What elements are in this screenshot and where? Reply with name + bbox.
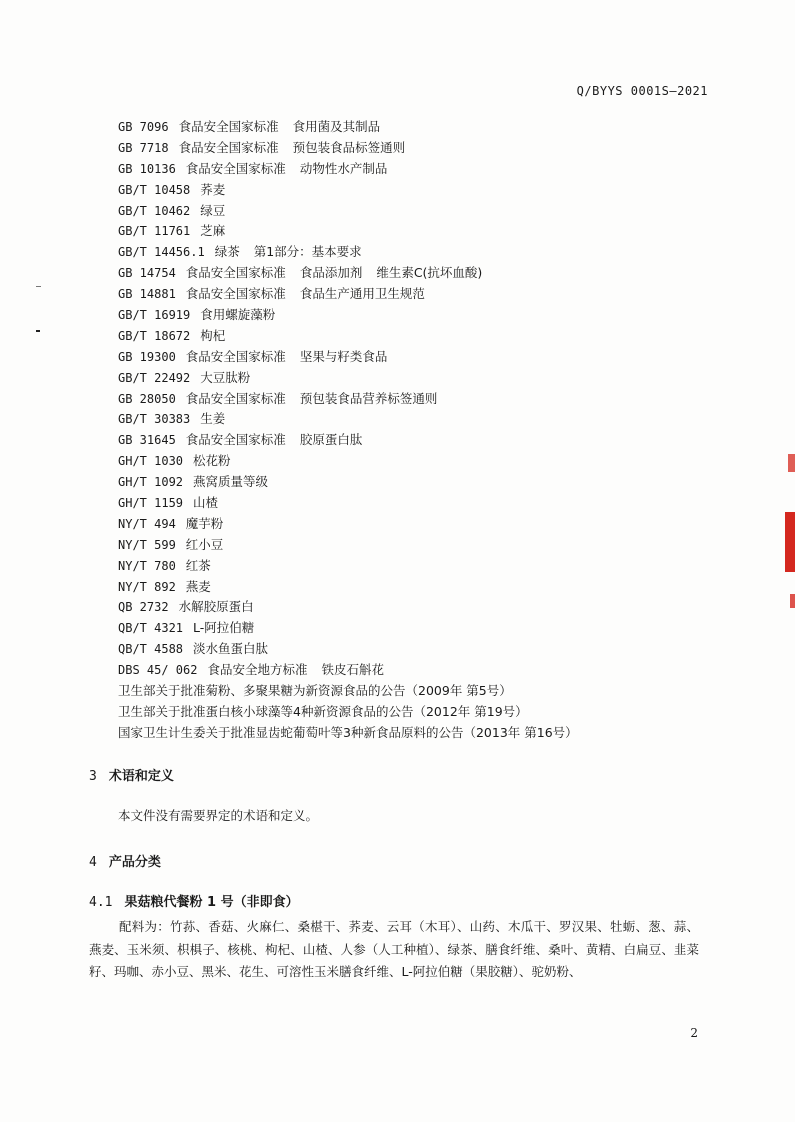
reference-item [118,263,735,284]
reference-item [118,472,735,493]
standard-title: 食品安全国家标准 [178,119,279,134]
standard-code: GB 14754 [118,266,176,281]
standard-title: 食品安全地方标准 [207,662,308,678]
standard-code: GB 7096 [118,120,169,134]
standard-title: 铁皮石斛花 [321,662,385,678]
standard-title: L-阿拉伯糖 [193,620,255,636]
notice-item: 国家卫生计生委关于批准显齿蛇葡萄叶等3种新食品原料的公告（2013年 第16号） [118,724,578,740]
standard-title: 食品添加剂 [299,265,363,281]
standard-code: GB 31645 [118,433,176,448]
section-4-1-heading [89,891,299,910]
notice-item: 卫生部关于批准蛋白核小球藻等4种新资源食品的公告（2012年 第19号） [118,703,528,719]
standard-code: GH/T 1159 [118,496,184,511]
reference-item [118,597,735,618]
reference-item [118,535,735,556]
standard-title: 食品生产通用卫生规范 [299,286,425,302]
standard-code: GB 19300 [118,349,176,364]
standard-title: 大豆肽粉 [200,369,251,385]
reference-item [118,556,735,577]
seal-stamp-fragment [788,454,795,472]
reference-item [118,201,735,222]
reference-item [118,389,735,410]
standard-title: 食品安全国家标准 [185,348,286,364]
section-3-heading [89,765,174,784]
standard-code: NY/T 780 [118,558,176,573]
section-title: 术语和定义 [108,769,174,784]
section-3-text: 本文件没有需要界定的术语和定义。 [118,808,319,823]
scan-mark [36,286,41,287]
standard-code: GH/T 1092 [118,475,184,490]
standard-title: 红茶 [185,557,211,573]
standard-code: GB 7718 [118,140,169,155]
reference-item [118,514,735,535]
standard-title: 胶原蛋白肽 [299,432,363,448]
standard-title: 芝麻 [200,223,226,239]
standard-code: GB/T 11761 [118,224,191,239]
notice-list [118,681,735,744]
standard-code: QB/T 4321 [118,621,184,636]
reference-item [118,305,735,326]
standard-code: GB/T 10458 [118,182,191,197]
reference-item [118,409,735,430]
standard-code: NY/T 892 [118,579,176,594]
section-4-heading [89,851,161,870]
standard-code: GB 28050 [118,391,176,406]
standard-title: 食品安全国家标准 [185,286,286,302]
standard-title: 食用菌及其制品 [292,119,381,134]
standard-code: NY/T 599 [118,537,176,552]
standard-title: 燕窝质量等级 [193,474,269,490]
standard-title: 预包装食品标签通则 [292,139,406,155]
standard-title: 山楂 [193,495,219,511]
normative-references-list [118,117,735,744]
standard-title: 燕麦 [185,578,211,594]
reference-item [118,430,735,451]
standard-code: GB/T 10462 [118,203,191,218]
standard-code: GB 14881 [118,287,176,302]
standard-code: GB/T 30383 [118,412,191,427]
seal-stamp-fragment [785,512,795,572]
seal-stamp-fragment [790,594,795,608]
standard-code: QB/T 4588 [118,642,184,657]
section-number: 4 [89,855,97,870]
reference-item [118,284,735,305]
standard-code: GB/T 18672 [118,328,191,343]
standard-code: QB 2732 [118,600,169,615]
standard-code: GB/T 22492 [118,370,191,385]
reference-item [118,493,735,514]
standard-title: 枸杞 [200,327,226,343]
standard-title: 食用螺旋藻粉 [200,307,276,323]
standard-title: 生姜 [200,411,226,427]
standard-code: DBS 45/ 062 [118,663,198,678]
standard-title: 食品安全国家标准 [185,160,286,176]
standard-title: 水解胶原蛋白 [178,599,254,615]
section-title: 产品分类 [108,855,161,870]
standard-title: 绿茶 [214,244,240,260]
reference-item [118,221,735,242]
reference-item [118,577,735,598]
standard-title: 松花粉 [193,453,231,469]
standard-title: 魔芋粉 [185,515,224,531]
standard-title: 食品安全国家标准 [178,139,279,155]
reference-item [118,639,735,660]
scan-mark [36,330,40,332]
section-number: 4.1 [89,895,113,910]
standard-title: 坚果与籽类食品 [299,348,388,364]
standard-title: 维生素C(抗坏血酸) [376,265,483,281]
section-title: 果菇粮代餐粉 1 号（非即食） [124,895,299,910]
standard-code: GB/T 14456.1 [118,245,205,260]
standard-code: GB/T 16919 [118,308,191,323]
page-number: 2 [690,1026,698,1040]
section-number: 3 [89,769,97,784]
reference-item [118,347,735,368]
ingredients-paragraph: 配料为：竹荪、香菇、火麻仁、桑椹干、荞麦、云耳（木耳）、山药、木瓜干、罗汉果、牡蛎、葱、蒜、燕麦、玉米须、枳椇子、核桃、枸杞、山楂、人参（人工种植）、绿茶、膳食纤维、桑叶、黄精、白扁豆、韭菜籽、玛咖、赤小豆、黑米、花生、可溶性玉米膳食纤维、L-阿拉伯糖（果胶糖）、驼奶粉、 [89,919,699,979]
standard-code: NY/T 494 [118,516,176,531]
standard-title: 预包装食品营养标签通则 [299,390,438,406]
reference-item [118,618,735,639]
standard-code: GB 10136 [118,161,176,176]
reference-item [118,159,735,180]
standard-title: 第1部分：基本要求 [253,244,362,260]
reference-item [118,451,735,472]
standard-title: 绿豆 [200,202,226,218]
reference-item [118,117,735,138]
standard-title: 淡水鱼蛋白肽 [193,641,269,657]
standard-title: 红小豆 [185,536,224,552]
standard-title: 荞麦 [200,181,226,197]
reference-item [118,326,735,347]
document-code: Q/BYYS 0001S—2021 [576,84,708,98]
standard-title: 食品安全国家标准 [185,432,286,448]
standard-title: 动物性水产制品 [299,160,388,176]
reference-item [118,180,735,201]
notice-item: 卫生部关于批准菊粉、多聚果糖为新资源食品的公告（2009年 第5号） [118,683,512,699]
reference-item [118,138,735,159]
standard-title: 食品安全国家标准 [185,390,286,406]
reference-item [118,660,735,681]
standard-code: GH/T 1030 [118,454,184,469]
reference-item [118,242,735,263]
standard-title: 食品安全国家标准 [185,265,286,281]
reference-item [118,368,735,389]
